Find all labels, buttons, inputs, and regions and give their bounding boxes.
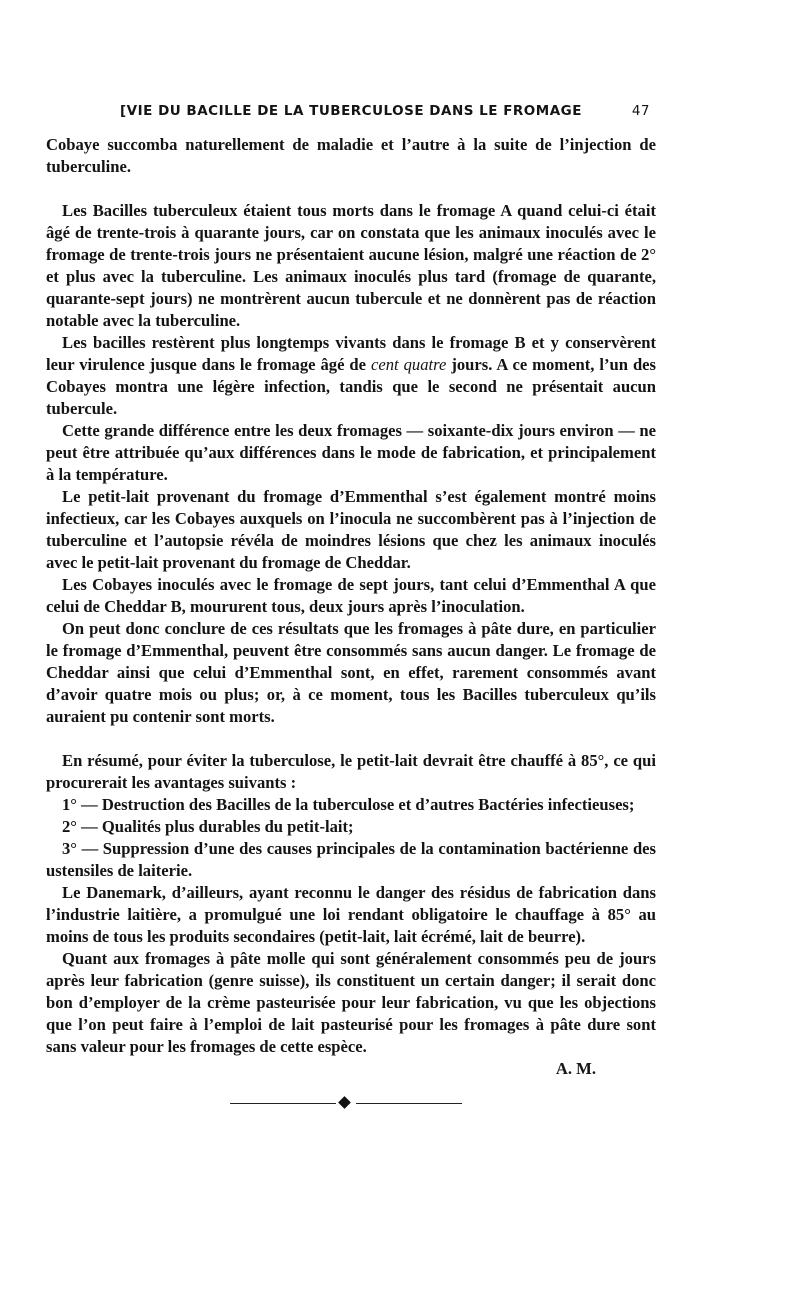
paragraph-seven-days: Les Cobayes inoculés avec le fromage de sept jours, tant celui d’Emmenthal A que celui de Cheddar B, moururent tous, deux jours après l’inoculation. xyxy=(46,575,656,616)
paragraph-continuation: Cobaye succomba naturellement de maladie et l’autre à la suite de l’injection de tuberculine. xyxy=(46,135,656,176)
paragraph-conclusion: On peut donc conclure de ces résultats que les fromages à pâte dure, en particulier le fromage d’Emmenthal, peuvent être consommés sans aucun danger. Le fromage de Cheddar ainsi que celui d’Emmenthal sont, en effet, rarement consommés avant d’avoir quatre mois ou plus; or, à ce moment, tous les Bacilles tuberculeux qu’ils auraient pu contenir sont morts. xyxy=(46,619,656,726)
paragraph-cheese-b-text-2: jours. A ce moment, l’un des Cobayes montra une légère infection, tandis que le second ne présentait aucun tubercule. xyxy=(46,355,656,418)
paragraph-difference: Cette grande différence entre les deux fromages — soixante-dix jours environ — ne peut être attribuée qu’aux différences dans le mode de fabrication, et principalement à la température. xyxy=(46,421,656,484)
diamond-icon xyxy=(338,1096,351,1109)
ornament-rule-left xyxy=(230,1103,336,1104)
paragraph-soft-cheese: Quant aux fromages à pâte molle qui sont généralement consommés peu de jours après leur fabrication (genre suisse), ils constituent un certain danger; il serait donc bon d’employer de la crème pasteurisée pour leur fabrication, vu que les objections que l’on peut faire à l’emploi de lait pasteurisé pour les fromages à pâte dure sont sans valeur pour les fromages de cette espèce. xyxy=(46,949,656,1056)
list-item-1: 1° — Destruction des Bacilles de la tuberculose et d’autres Bactéries infectieuses; xyxy=(62,795,635,814)
list-item-3: 3° — Suppression d’une des causes principales de la contamination bactérienne des ustensiles de laiterie. xyxy=(46,839,656,880)
section-end-ornament xyxy=(230,1096,462,1112)
page-number: 47 xyxy=(631,103,650,119)
paragraph-denmark: Le Danemark, d’ailleurs, ayant reconnu le danger des résidus de fabrication dans l’industrie laitière, a promulgué une loi rendant obligatoire le chauffage à 85° au moins de tous les produits secondaires (petit-lait, lait écrémé, lait de beurre). xyxy=(46,883,656,946)
list-item-2: 2° — Qualités plus durables du petit-lait; xyxy=(62,817,354,836)
paragraph-whey: Le petit-lait provenant du fromage d’Emmenthal s’est également montré moins infectieux, car les Cobayes auxquels on l’inocula ne succombèrent pas à l’injection de tuberculine et l’autopsie révéla de moindres lésions que chez les animaux inoculés avec le petit-lait provenant du fromage de Cheddar. xyxy=(46,487,656,572)
author-signature: A. M. xyxy=(555,1059,596,1078)
body-text xyxy=(46,134,656,1080)
ornament-rule-right xyxy=(356,1103,462,1104)
running-head xyxy=(120,103,660,119)
paragraph-cheese-b-text-1: Les bacilles restèrent plus longtemps vivants dans le fromage B et y conservèrent leur virulence jusque dans le fromage âgé de xyxy=(46,333,656,374)
paragraph-summary: En résumé, pour éviter la tuberculose, le petit-lait devrait être chauffé à 85°, ce qui procurerait les avantages suivants : xyxy=(46,751,656,792)
running-head-title: [VIE DU BACILLE DE LA TUBERCULOSE DANS LE FROMAGE xyxy=(120,103,582,119)
paragraph-cheese-b-italic: cent quatre xyxy=(371,355,447,374)
paragraph-cheese-a: Les Bacilles tuberculeux étaient tous morts dans le fromage A quand celui-ci était âgé de trente-trois à quarante jours, car on constata que les animaux inoculés avec le fromage de trente-trois jours ne présentaient aucune lésion, malgré une réaction de 2° et plus avec la tuberculine. Les animaux inoculés plus tard (fromage de quarante, quarante-sept jours) ne montrèrent aucun tubercule et ne donnèrent pas de réaction notable avec la tuberculine. xyxy=(46,201,656,330)
paragraph-cheese-b xyxy=(46,332,656,420)
